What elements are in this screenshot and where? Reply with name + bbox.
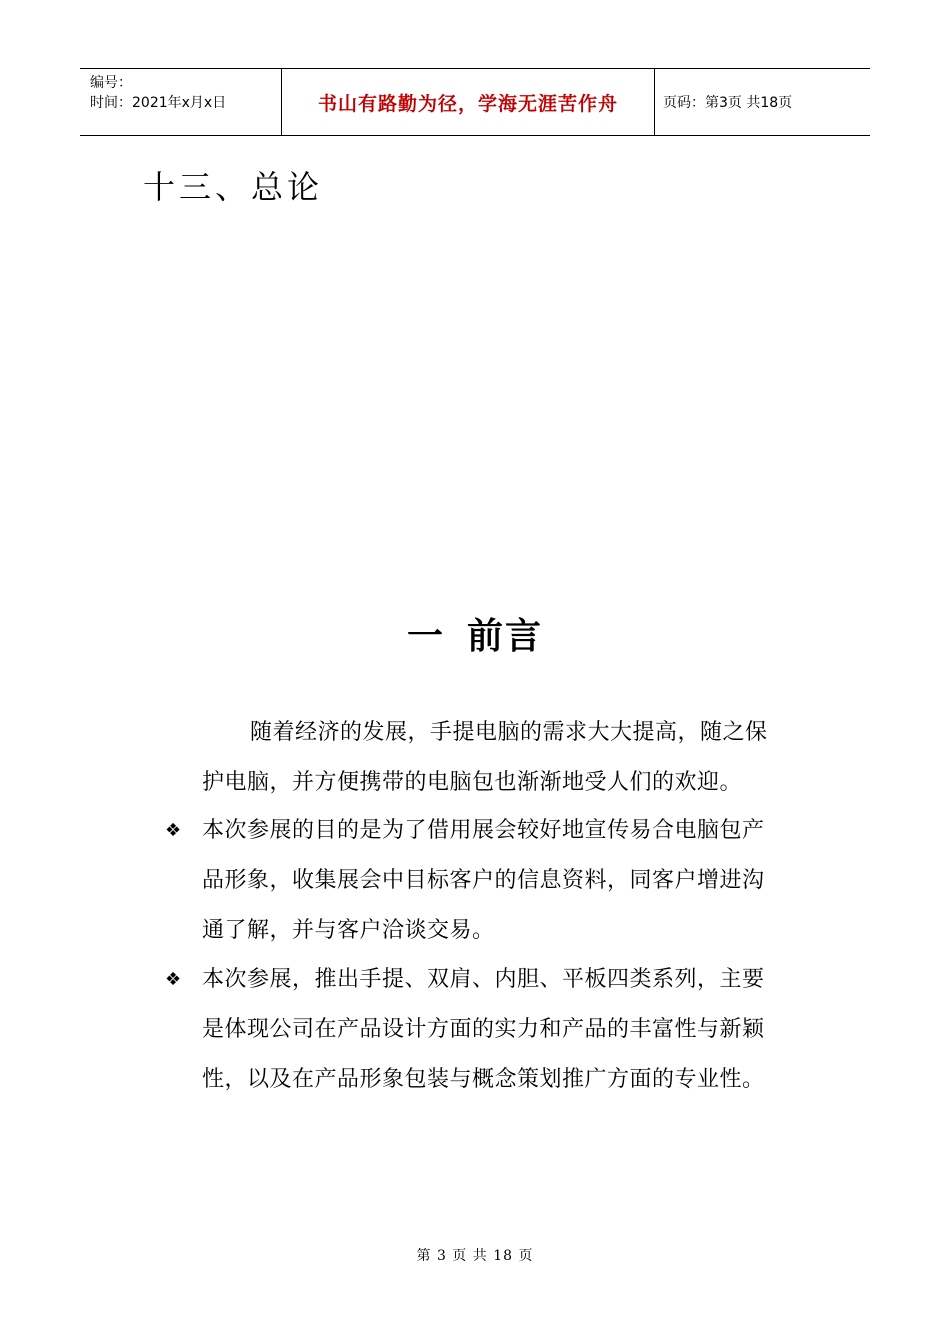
header-page-info: 页码：第3页 共18页 — [663, 95, 793, 111]
bullet-line: 性，以及在产品形象包装与概念策划推广方面的专业性。 — [202, 1067, 765, 1092]
intro-line: 护电脑，并方便携带的电脑包也渐渐地受人们的欢迎。 — [202, 770, 743, 795]
chapter-title — [0, 608, 950, 659]
bullet-line: 本次参展，推出手提、双肩、内胆、平板四类系列，主要 — [202, 967, 765, 992]
page-header — [80, 68, 870, 136]
bullet-line: 是体现公司在产品设计方面的实力和产品的丰富性与新颖 — [202, 1017, 765, 1042]
bullet-text — [202, 955, 810, 1105]
chapter-title-text: 前言 — [467, 616, 544, 657]
header-meta — [80, 69, 282, 135]
bullet-text — [202, 806, 810, 956]
diamond-bullet-icon: ❖ — [165, 820, 182, 841]
bullet-line: 通了解，并与客户洽谈交易。 — [202, 918, 495, 943]
diamond-bullet-icon: ❖ — [165, 969, 182, 990]
bullet-line: 本次参展的目的是为了借用展会较好地宣传易合电脑包产 — [202, 818, 765, 843]
page-footer: 第 3 页 共 18 页 — [416, 1248, 534, 1264]
intro-paragraph — [202, 708, 808, 808]
header-motto: 书山有路勤为径，学海无涯苦作舟 — [282, 69, 655, 135]
chapter-number: 一 — [406, 616, 445, 657]
intro-line: 随着经济的发展，手提电脑的需求大大提高，随之保 — [250, 720, 768, 745]
document-date: 时间：2021年x月x日 — [90, 95, 227, 111]
bullet-line: 品形象，收集展会中目标客户的信息资料，同客户增进沟 — [202, 868, 765, 893]
section-title: 十三、总论 — [143, 168, 324, 206]
document-number-label: 编号： — [90, 75, 132, 91]
